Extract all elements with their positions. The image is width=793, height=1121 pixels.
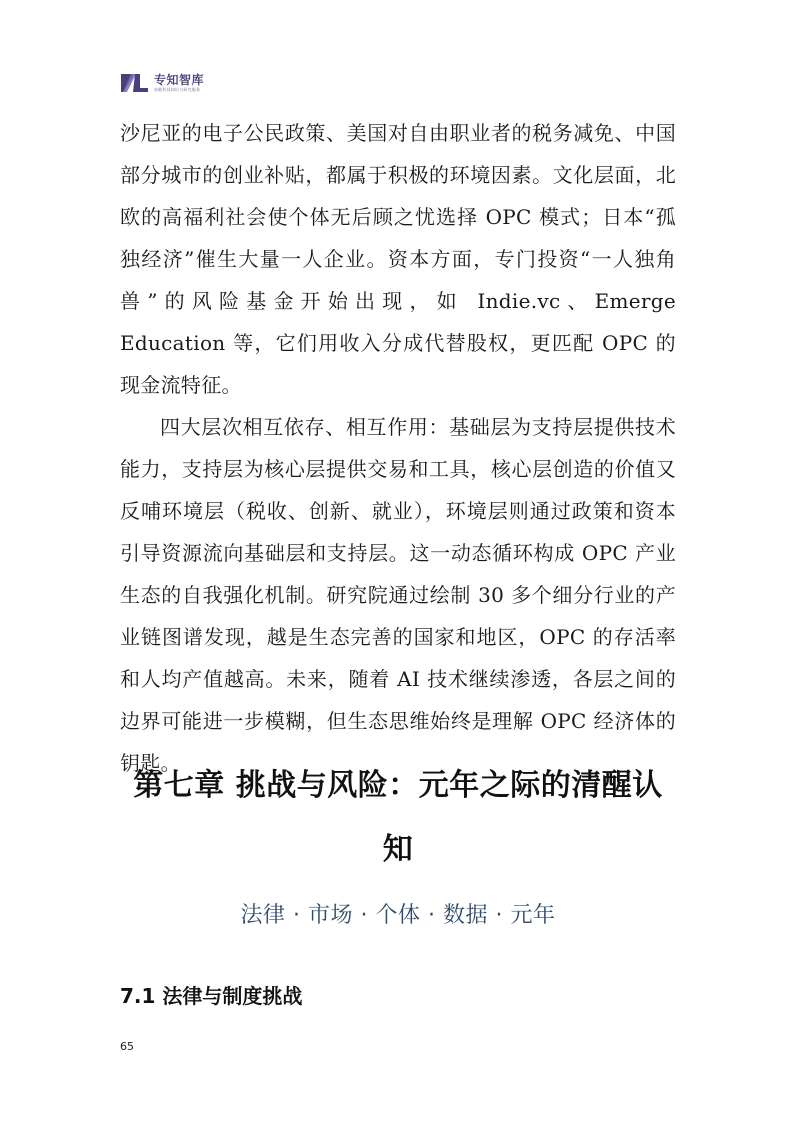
paragraph: 沙尼亚的电子公民政策、美国对自由职业者的税务减免、中国部分城市的创业补贴，都属于积极的环境因素。文化层面，北欧的高福利社会使个体无后顾之忧选择 OPC 模式；日本“孤独经济”催生大量一人企业。资本方面，专门投资“一人独角兽”的风险基金开始出现，如 Indie.vc、Emerge Education 等，它们用收入分成代替股权，更匹配 OPC 的现金流特征。 bbox=[120, 121, 676, 397]
header-logo bbox=[120, 70, 204, 96]
chapter-subtitle: 法律 · 市场 · 个体 · 数据 · 元年 bbox=[240, 903, 556, 928]
logo-subtitle: 前瞻科技知识与研究服务 bbox=[154, 87, 201, 92]
paragraph: 四大层次相互依存、相互作用：基础层为支持层提供技术能力，支持层为核心层提供交易和工具，核心层创造的价值又反哺环境层（税收、创新、就业），环境层则通过政策和资本引导资源流向基础层和支持层。这一动态循环构成 OPC 产业生态的自我强化机制。研究院通过绘制 30 多个细分行业的产业链图谱发现，越是生态完善的国家和地区，OPC 的存活率和人均产值越高。未来，随着 AI 技术继续渗透，各层之间的边界可能进一步模糊，但生态思维始终是理解 OPC 经济体的钥匙。 bbox=[120, 415, 676, 775]
page-number: 65 bbox=[120, 1040, 134, 1053]
zl-logo-icon bbox=[120, 72, 150, 94]
logo-name: 专知智库 bbox=[154, 73, 205, 87]
chapter-title: 第七章 挑战与风险：元年之际的清醒认知 bbox=[133, 768, 663, 867]
section-heading: 7.1 法律与制度挑战 bbox=[120, 984, 303, 1008]
body-text bbox=[120, 112, 676, 784]
